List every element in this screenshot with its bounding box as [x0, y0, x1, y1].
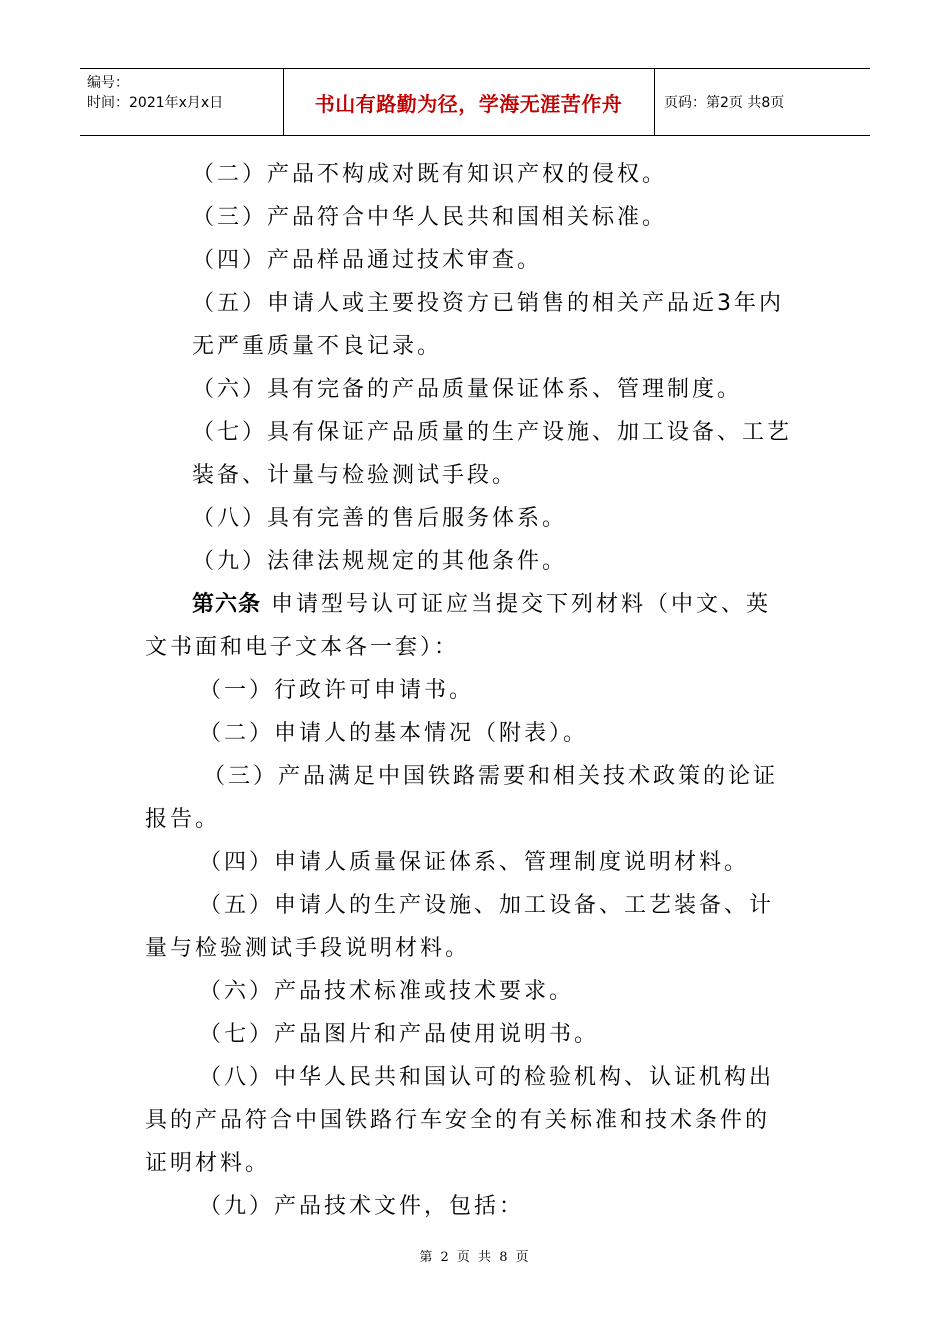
- header-page-info: 页码：第2页 共8页: [664, 95, 785, 111]
- material-7: （七）产品图片和产品使用说明书。: [199, 1022, 600, 1047]
- material-4: （四）申请人质量保证体系、管理制度说明材料。: [199, 850, 750, 875]
- article-number: 第六条: [192, 592, 262, 617]
- clause-5: （五）申请人或主要投资方已销售的相关产品近3年内: [192, 291, 784, 316]
- material-5: （五）申请人的生产设施、加工设备、工艺装备、计: [199, 893, 775, 918]
- material-9: （九）产品技术文件，包括：: [199, 1194, 525, 1219]
- material-6: （六）产品技术标准或技术要求。: [199, 979, 575, 1004]
- material-8-cont-2: 证明材料。: [145, 1151, 271, 1176]
- material-1: （一）行政许可申请书。: [199, 678, 475, 703]
- material-8: （八）中华人民共和国认可的检验机构、认证机构出: [199, 1065, 775, 1090]
- clause-9: （九）法律法规规定的其他条件。: [192, 549, 568, 574]
- material-2: （二）申请人的基本情况（附表）。: [199, 721, 589, 746]
- clause-3: （三）产品符合中华人民共和国相关标准。: [192, 205, 668, 230]
- article-6: [192, 590, 771, 620]
- article-6-cont: 文书面和电子文本各一套）：: [145, 635, 460, 660]
- material-8-cont-1: 具的产品符合中国铁路行车安全的有关标准和技术条件的: [145, 1108, 771, 1133]
- clause-8: （八）具有完善的售后服务体系。: [192, 506, 568, 531]
- header-divider-right: [654, 69, 655, 135]
- clause-7: （七）具有保证产品质量的生产设施、加工设备、工艺: [192, 420, 793, 445]
- page-footer: 第 2 页 共 8 页: [419, 1250, 531, 1265]
- page-header: [80, 68, 870, 136]
- material-3-cont: 报告。: [145, 807, 221, 832]
- date-label: 时间：2021年x月x日: [87, 95, 224, 111]
- clause-2: （二）产品不构成对既有知识产权的侵权。: [192, 162, 668, 187]
- article-6-text: 申请型号认可证应当提交下列材料（中文、英: [271, 592, 772, 617]
- serial-number-label: 编号：: [87, 75, 129, 91]
- clause-6: （六）具有完备的产品质量保证体系、管理制度。: [192, 377, 743, 402]
- header-meta: [87, 73, 223, 113]
- clause-4: （四）产品样品通过技术审查。: [192, 248, 543, 273]
- header-motto: 书山有路勤为径，学海无涯苦作舟: [314, 91, 623, 116]
- clause-7-cont: 装备、计量与检验测试手段。: [192, 463, 518, 488]
- material-3: （三）产品满足中国铁路需要和相关技术政策的论证: [203, 764, 779, 789]
- clause-5-cont: 无严重质量不良记录。: [192, 334, 443, 359]
- material-5-cont: 量与检验测试手段说明材料。: [145, 936, 471, 961]
